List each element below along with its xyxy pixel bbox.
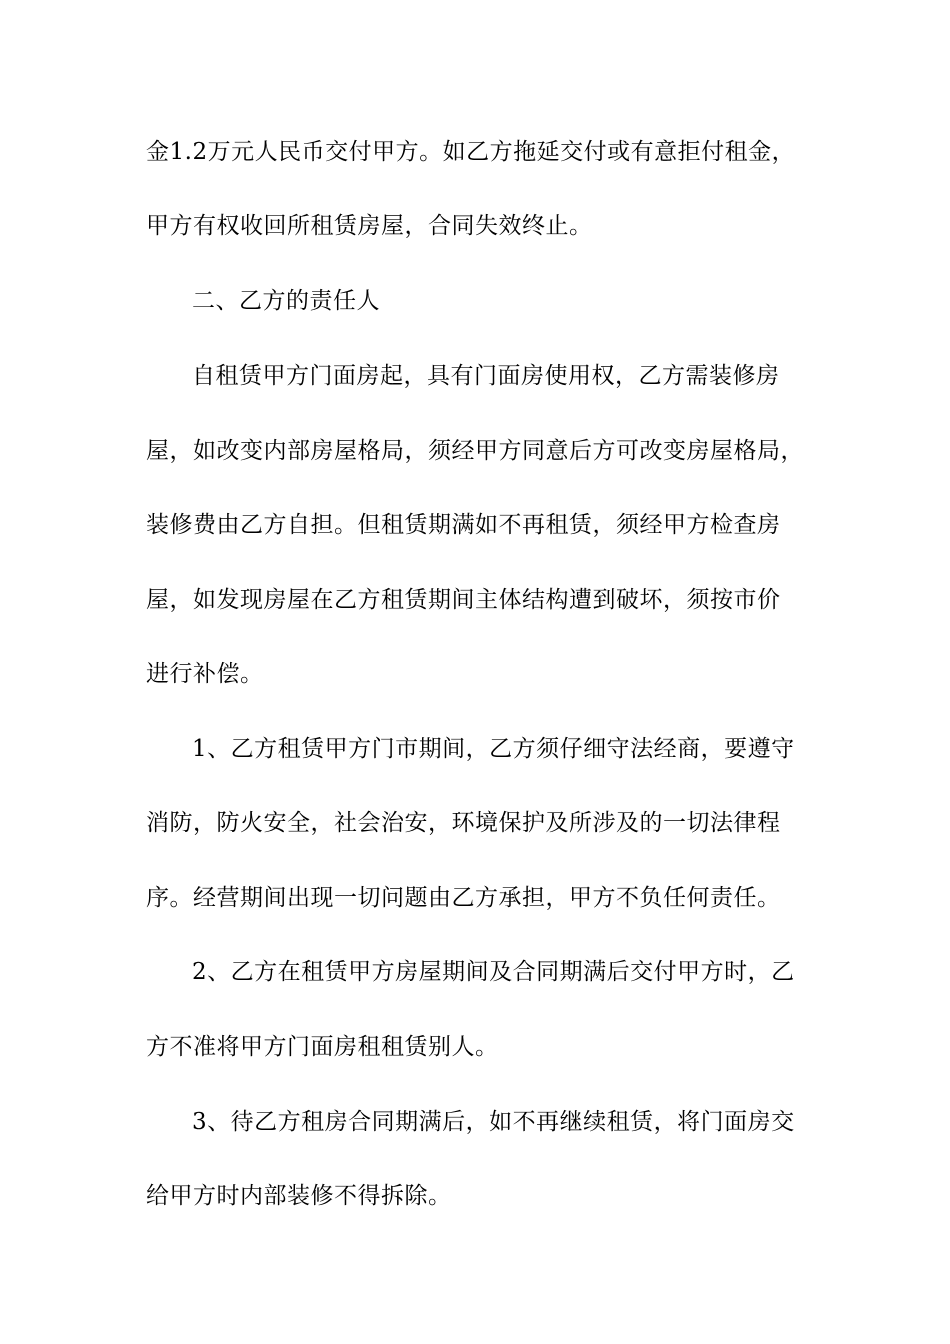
text-line: 屋，如改变内部房屋格局，须经甲方同意后方可改变房屋格局， — [146, 438, 804, 464]
list-item-line: 2、乙方在租赁甲方房屋期间及合同期满后交付甲方时，乙 — [192, 959, 795, 985]
text-line: 甲方有权收回所租赁房屋，合同失效终止。 — [146, 213, 593, 239]
text-line: 序。经营期间出现一切问题由乙方承担，甲方不负任何责任。 — [146, 885, 781, 911]
text-line: 自租赁甲方门面房起，具有门面房使用权，乙方需装修房 — [192, 363, 780, 389]
text-line: 消防，防火安全，社会治安，环境保护及所涉及的一切法律程 — [146, 810, 781, 836]
text-line: 给甲方时内部装修不得拆除。 — [146, 1183, 452, 1209]
list-item-line: 1、乙方租赁甲方门市期间，乙方须仔细守法经商，要遵守 — [192, 736, 795, 762]
text-line: 方不准将甲方门面房租租赁别人。 — [146, 1034, 499, 1060]
text-line: 金1.2万元人民币交付甲方。如乙方拖延交付或有意拒付租金， — [146, 139, 796, 165]
text-line: 进行补偿。 — [146, 661, 264, 687]
list-item-line: 3、待乙方租房合同期满后，如不再继续租赁，将门面房交 — [192, 1109, 795, 1135]
text-line: 装修费由乙方自担。但租赁期满如不再租赁，须经甲方检查房 — [146, 512, 781, 538]
section-heading: 二、乙方的责任人 — [192, 288, 380, 314]
text-line: 屋，如发现房屋在乙方租赁期间主体结构遭到破坏，须按市价 — [146, 587, 781, 613]
